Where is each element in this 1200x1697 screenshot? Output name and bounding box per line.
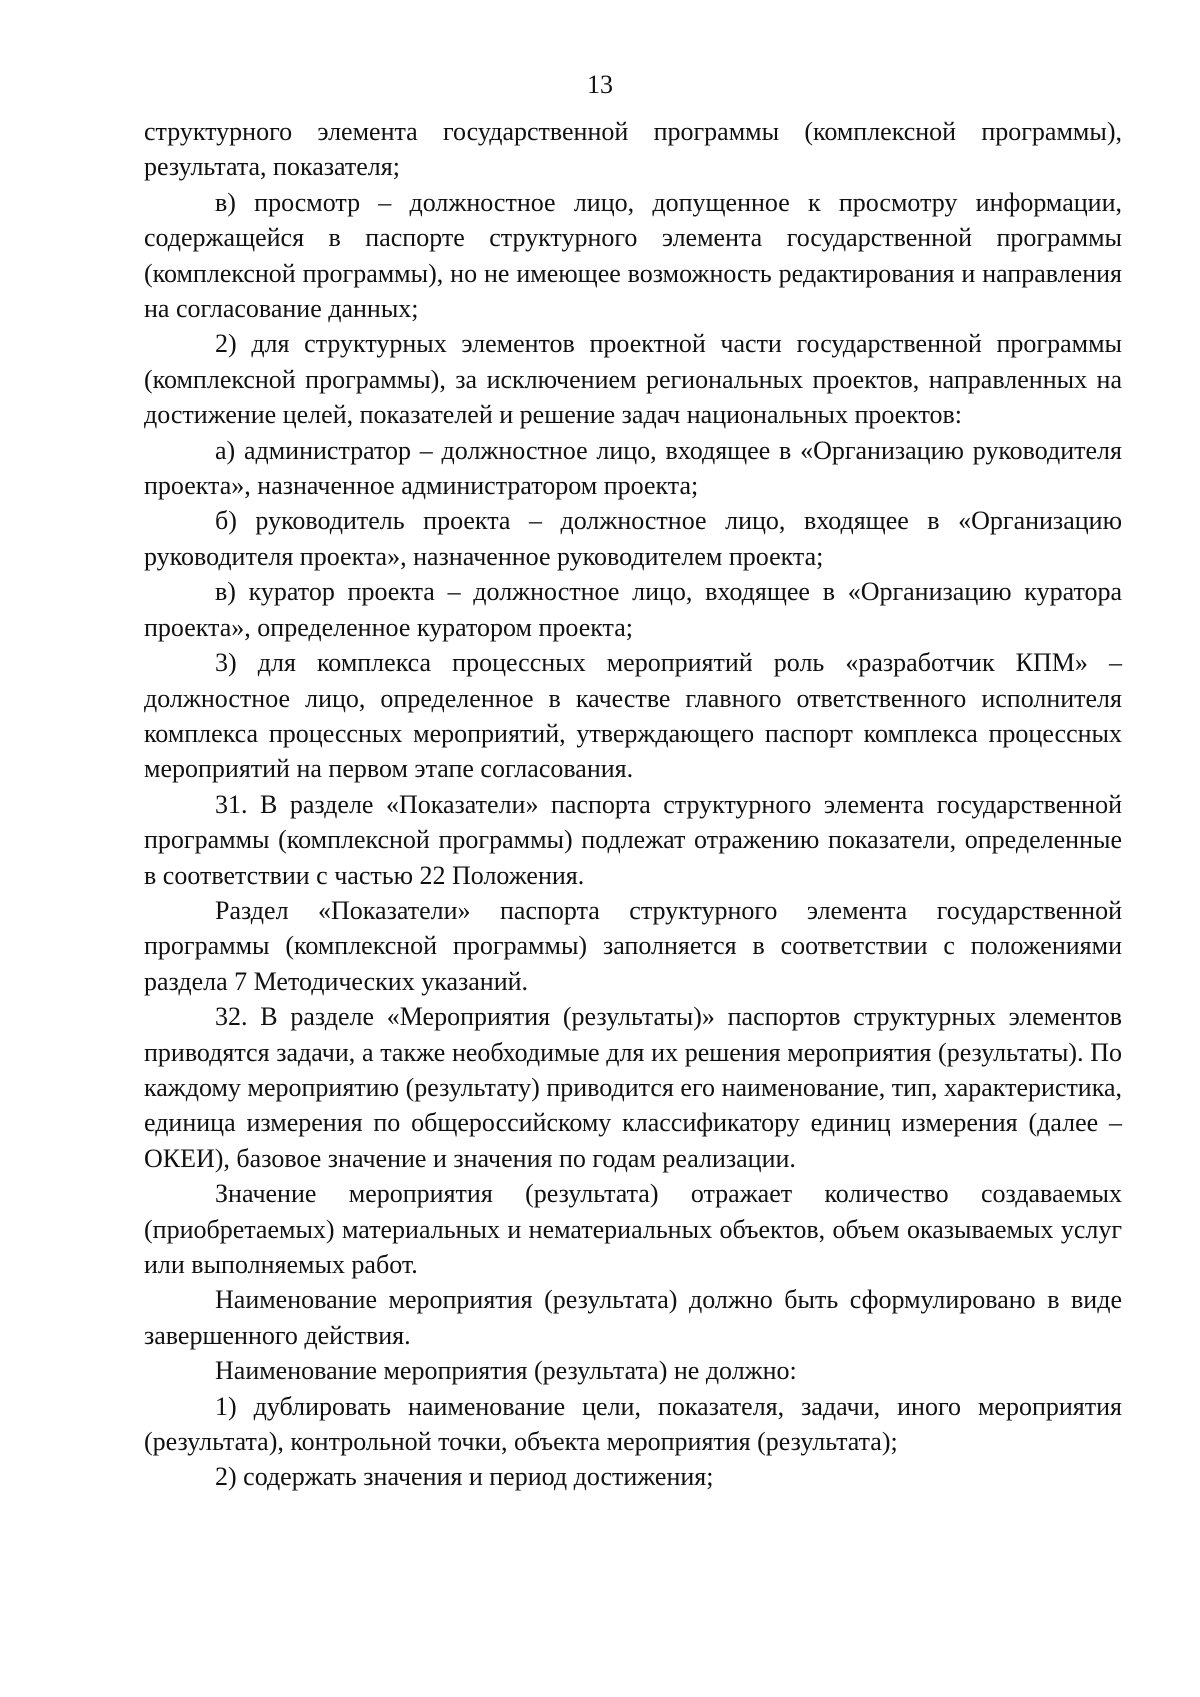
paragraph-project-leader: б) руководитель проекта – должностное лицо, входящее в «Организацию руководителя проекта», назначенное руководителем проекта;: [144, 506, 1122, 571]
page-number: 13: [587, 70, 613, 99]
paragraph-continuation: структурного элемента государственной программы (комплексной программы), результата, показателя;: [144, 117, 1122, 182]
paragraph-restriction-2: 2) содержать значения и период достижения;: [215, 1462, 714, 1492]
paragraph-administrator: а) администратор – должностное лицо, входящее в «Организацию руководителя проекта», назначенное администратором проекта;: [144, 435, 1122, 501]
paragraph-measure-value: Значение мероприятия (результата) отражает количество создаваемых (приобретаемых) материальных и нематериальных объектов, объем оказываемых услуг или выполняемых работ.: [144, 1179, 1122, 1279]
paragraph-project-curator: в) куратор проекта – должностное лицо, входящее в «Организацию куратора проекта», определенное куратором проекта;: [144, 577, 1122, 642]
paragraph-project-part: 2) для структурных элементов проектной части государственной программы (комплексной программы), за исключением региональных проектов, направленных на достижение целей, показателей и решение задач национальных проектов:: [144, 329, 1122, 430]
paragraph-restriction-1: 1) дублировать наименование цели, показателя, задачи, иного мероприятия (результата), контрольной точки, объекта мероприятия (результата);: [144, 1391, 1122, 1457]
paragraph-measure-name: Наименование мероприятия (результата) должно быть сформулировано в виде завершенного действия.: [144, 1285, 1122, 1350]
paragraph-view-role: в) просмотр – должностное лицо, допущенное к просмотру информации, содержащейся в паспорте структурного элемента государственной программы (комплексной программы), но не имеющее возможность редактирования и направления на согласование данных;: [144, 187, 1122, 324]
paragraph-section-32: 32. В разделе «Мероприятия (результаты)» паспортов структурных элементов приводятся задачи, а также необходимые для их решения мероприятия (результаты). По каждому мероприятию (результату) приводится его наименование, тип, характеристика, единица измерения по общероссийскому классификатору единиц измерения (далее – ОКЕИ), базовое значение и значения по годам реализации.: [144, 1002, 1122, 1173]
body-text: [144, 114, 1122, 1495]
paragraph-measure-restrictions: Наименование мероприятия (результата) не должно:: [215, 1356, 797, 1386]
paragraph-indicators-section: Раздел «Показатели» паспорта структурного элемента государственной программы (комплексной программы) заполняется в соответствии с положениями раздела 7 Методических указаний.: [144, 895, 1122, 996]
paragraph-kpm-developer: 3) для комплекса процессных мероприятий роль «разработчик КПМ» – должностное лицо, определенное в качестве главного ответственного исполнителя комплекса процессных мероприятий, утверждающего паспорт комплекса процессных мероприятий на первом этапе согласования.: [144, 648, 1122, 784]
paragraph-section-31: 31. В разделе «Показатели» паспорта структурного элемента государственной программы (комплексной программы) подлежат отражению показатели, определенные в соответствии с частью 22 Положения.: [144, 789, 1122, 890]
